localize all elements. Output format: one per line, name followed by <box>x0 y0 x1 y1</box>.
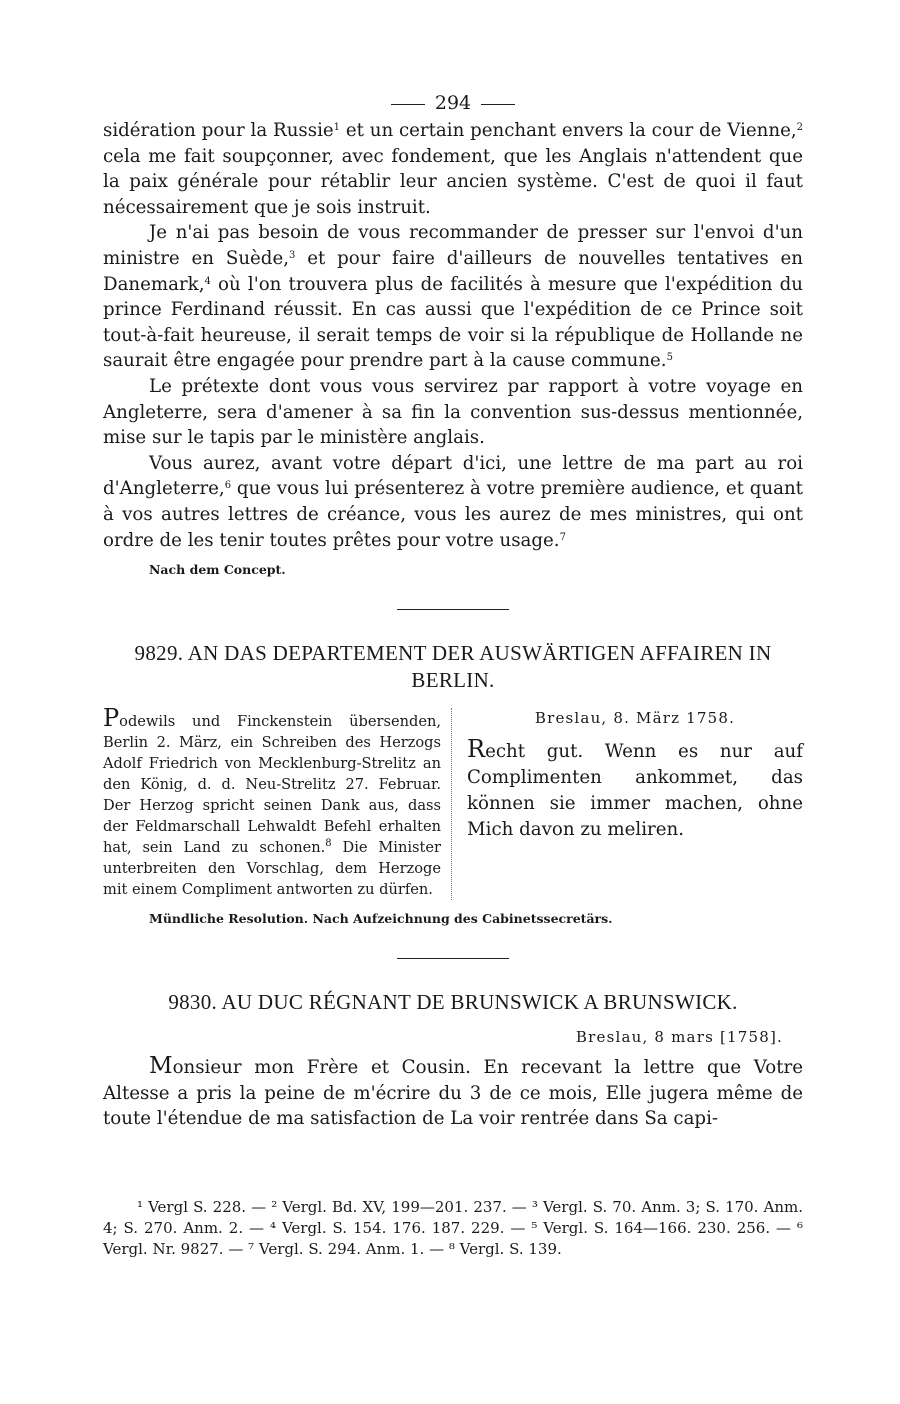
section-divider <box>397 609 509 610</box>
footnote-ref: 3 <box>289 249 296 261</box>
reply-text <box>467 736 803 843</box>
text-run: où l'on trouvera plus de facilités à mesure que l'expédition du prince Ferdinand réussit. En cas aussi que l'expédition de ce Prince soit tout-à-fait heureuse, il serait temps de voir si la république de Hollande ne saurait être engagée pour prendre part à la cause commune. <box>103 273 803 372</box>
reply-column <box>452 708 803 900</box>
section-divider <box>397 958 509 959</box>
two-column-block <box>103 704 803 900</box>
document-heading-9830: 9830. AU DUC RÉGNANT DE BRUNSWICK A BRUNSWICK. <box>168 990 738 1015</box>
page-header <box>103 88 803 118</box>
source-note: Mündliche Resolution. Nach Aufzeichnung des Cabinetssecretärs. <box>149 911 613 927</box>
footnote-text: ¹ Vergl S. 228. — ² Vergl. Bd. XV, 199—201. 237. — ³ Vergl. S. 70. Anm. 3; S. 170. Anm. 4; S. 270. Anm. 2. — ⁴ Vergl. S. 154. 176. 187. 229. — ⁵ Vergl. S. 164—166. 230. 256. — ⁶ Vergl. Nr. 9827. — ⁷ Vergl. S. 294. Anm. 1. — ⁸ Vergl. S. 139. <box>103 1198 803 1258</box>
footnote-ref: 1 <box>333 122 341 133</box>
paragraph <box>103 220 803 374</box>
page <box>103 88 803 1132</box>
page-number: 294 <box>434 92 472 114</box>
previous-letter-body <box>103 118 803 553</box>
text-run: que vous lui présenterez à votre première audience, et quant à vos autres lettres de créance, vous les aurez de mes ministres, qui ont ordre de les tenir toutes prêtes pour votre usage. <box>103 478 803 551</box>
text-run: Vous aurez, avant votre départ d'ici, une lettre de ma part au roi d'Angleterre, <box>103 452 803 500</box>
text-run: onsieur mon Frère et Cousin. En recevant la lettre que Votre Altesse a pris la peine de m'écrire du 3 de ce mois, Elle jugera même de toute l'étendue de ma satisfaction de La voir rentrée dans Sa capi- <box>103 1057 803 1130</box>
footnote-ref: 2 <box>796 122 803 133</box>
dateline: Breslau, 8. März 1758. <box>534 709 736 728</box>
footnotes <box>103 1197 803 1260</box>
text-run: Je n'ai pas besoin de vous recommander de presser sur l'envoi d'un ministre en Suède, <box>103 222 803 269</box>
letter-text <box>103 1054 803 1132</box>
header-dash-left <box>391 104 425 105</box>
footnote-ref: 5 <box>666 352 673 364</box>
initial-letter: R <box>467 735 486 764</box>
paragraph <box>103 451 803 553</box>
text-run: odewils und Finckenstein übersenden, Berlin 2. März, ein Schreiben des Herzogs Adolf Friedrich von Mecklenburg-Strelitz an den König, d. d. Neu-Strelitz 27. Februar. Der Herzog spricht seinen Dank aus, dass der Feldmarschall Lehwaldt Befehl erhalten hat, sein Land zu schonen. <box>103 713 441 857</box>
summary-column <box>103 704 452 900</box>
text-run: et pour faire d'ailleurs de nouvelles tentatives en Danemark, <box>103 247 803 295</box>
text-run: sidération pour la Russie <box>103 120 334 141</box>
document-heading-9829: 9829. AN DAS DEPARTEMENT DER AUSWÄRTIGEN AFFAIREN IN BERLIN. <box>134 641 772 693</box>
text-run: et un certain penchant envers la cour de Vienne, <box>340 120 797 141</box>
text-run: cela me fait soupçonner, avec fondement, que les Anglais n'attendent que la paix générale pour rétablir leur ancien système. C'est de quoi il faut nécessairement que je sois instruit. <box>103 145 803 218</box>
footnote-ref: 6 <box>224 480 232 492</box>
initial-letter: P <box>103 704 120 733</box>
footnote-ref: 4 <box>204 275 211 287</box>
initial-letter: M <box>149 1053 173 1080</box>
text-run: echt gut. Wenn es nur auf Complimenten ankommet, das können sie immer machen, ohne Mich davon zu meliren. <box>467 741 803 841</box>
paragraph: Le prétexte dont vous vous servirez par rapport à votre voyage en Angleterre, sera d'amener à sa fin la convention sus-dessus mentionnée, mise sur le tapis par le ministère anglais. <box>103 375 803 449</box>
text-run: Die Minister unterbreiten den Vorschlag, dem Herzoge mit einem Compliment antworten zu dürfen. <box>103 839 441 899</box>
footnote-ref: 8 <box>325 838 332 850</box>
dateline: Breslau, 8 mars [1758]. <box>575 1028 783 1047</box>
footnote-ref: 7 <box>559 531 566 543</box>
header-dash-right <box>481 104 515 105</box>
source-note: Nach dem Concept. <box>149 562 286 578</box>
paragraph <box>103 118 803 220</box>
